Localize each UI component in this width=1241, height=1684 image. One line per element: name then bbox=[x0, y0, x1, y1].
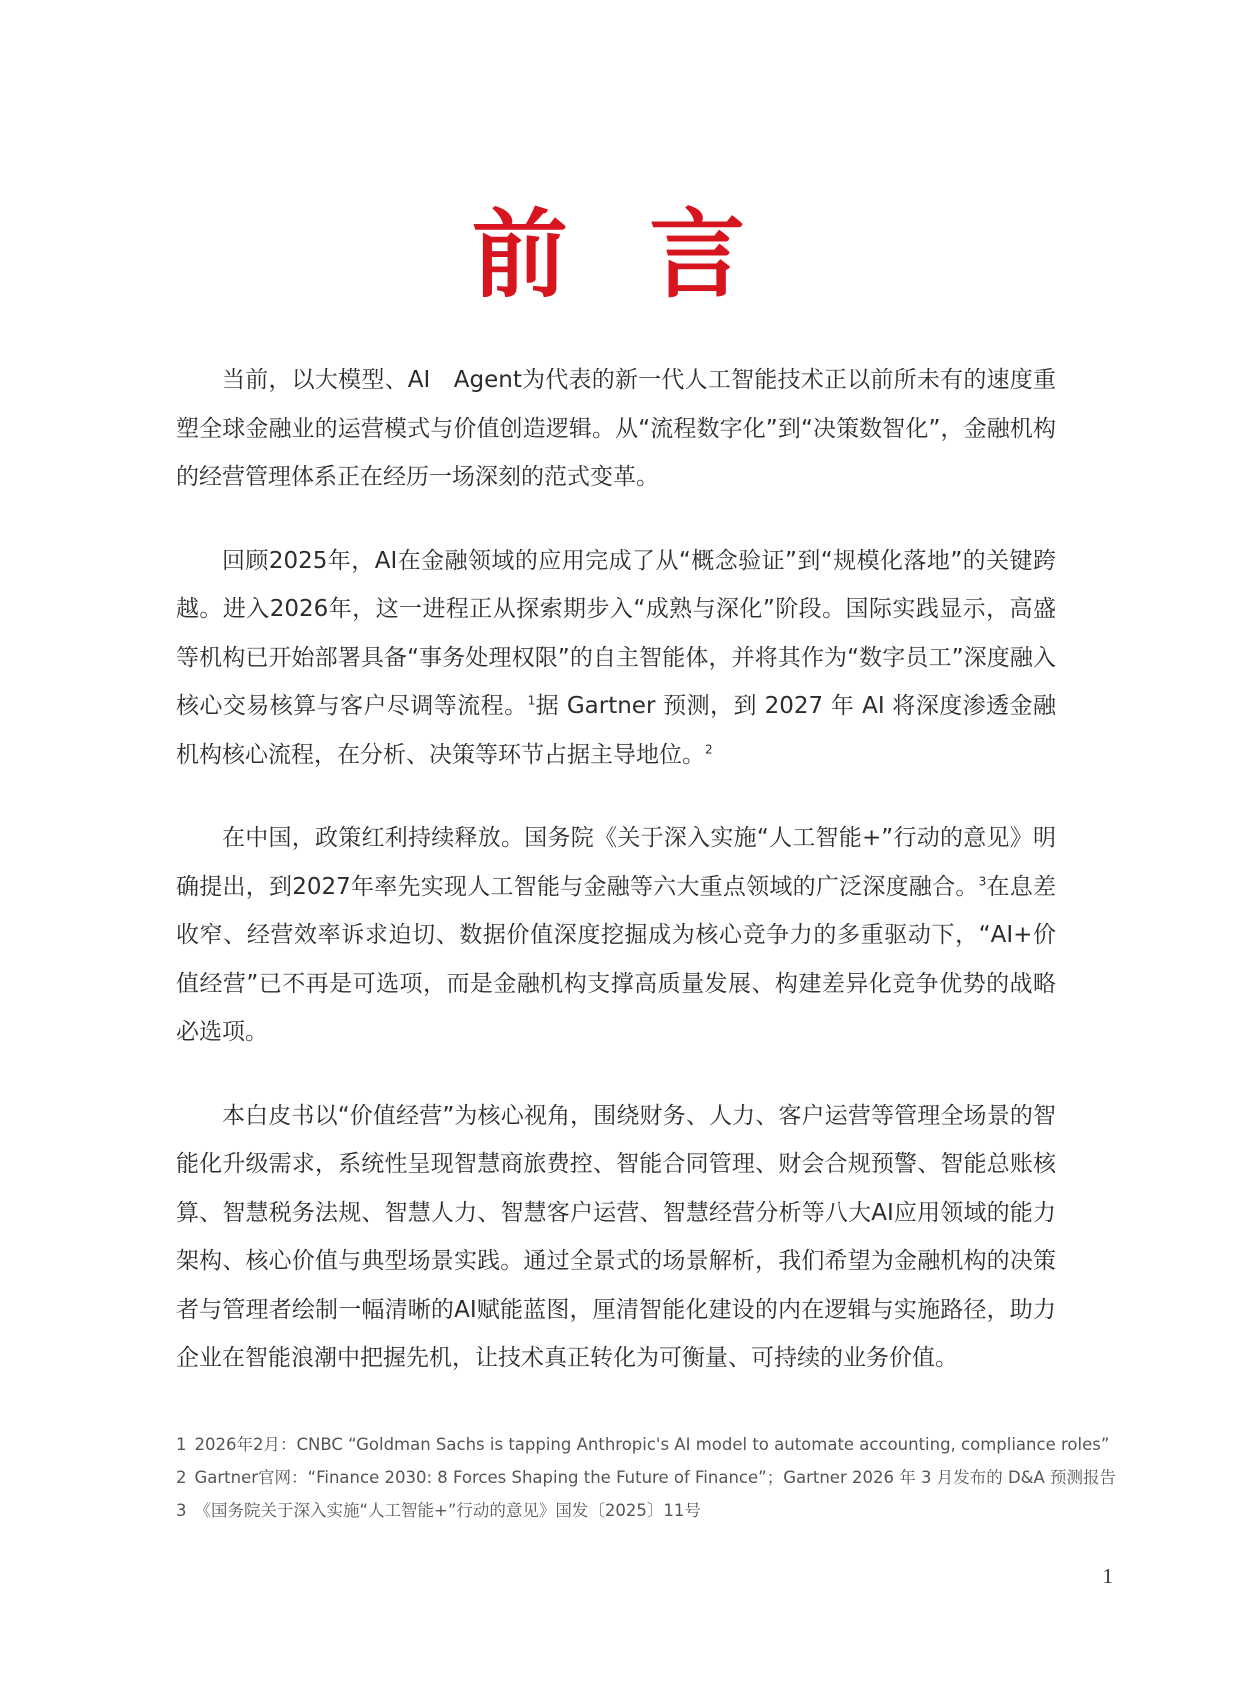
paragraph-3-text: 在中国，政策红利持续释放。国务院《关于深入实施“人工智能+”行动的意见》明确提出，到2027年率先实现人工智能与金融等六大重点领域的广泛深度融合。 bbox=[176, 825, 1056, 900]
footnote-3 bbox=[176, 1494, 1076, 1527]
footnote-number: 1 bbox=[176, 1435, 187, 1454]
footnote-ref-3: 3 bbox=[978, 873, 987, 888]
paragraph-1 bbox=[176, 356, 1056, 502]
footnote-2 bbox=[176, 1461, 1117, 1494]
footnote-number: 3 bbox=[176, 1501, 187, 1520]
footnote-text: 《国务院关于深入实施“人工智能+”行动的意见》国发〔2025〕11号 bbox=[194, 1501, 701, 1520]
footnote-number: 2 bbox=[176, 1468, 187, 1487]
footnote-ref-1: 1 bbox=[527, 693, 536, 708]
body-text bbox=[176, 356, 1056, 1418]
paragraph-2 bbox=[176, 537, 1056, 780]
footnote-text: 2026年2月：CNBC “Goldman Sachs is tapping Anthropic's AI model to automate accounting, compliance roles” bbox=[194, 1435, 1110, 1454]
footnotes bbox=[176, 1428, 1117, 1527]
paragraph-2-text: 回顾2025年，AI在金融领域的应用完成了从“概念验证”到“规模化落地”的关键跨越。进入2026年，这一进程正从探索期步入“成熟与深化”阶段。国际实践显示，高盛等机构已开始部署具备“事务处理权限”的自主智能体，并将其作为“数字员工”深度融入核心交易核算与客户尽调等流程。 bbox=[176, 547, 1056, 719]
footnote-1 bbox=[176, 1428, 1110, 1461]
paragraph-4 bbox=[176, 1092, 1056, 1383]
paragraph-2-text-cont: 据 Gartner 预测，到 2027 年 AI 将深度渗透金融机构核心流程，在分析、决策等环节占据主导地位。 bbox=[176, 693, 1056, 768]
page-number: 1 bbox=[1102, 1564, 1113, 1588]
paragraph-1-text: 当前，以大模型、AI Agent为代表的新一代人工智能技术正以前所未有的速度重塑全球金融业的运营模式与价值创造逻辑。从“流程数字化”到“决策数智化”，金融机构的经营管理体系正在经历一场深刻的范式变革。 bbox=[176, 367, 1056, 490]
footnote-text: Gartner官网：“Finance 2030: 8 Forces Shaping the Future of Finance”；Gartner 2026 年 3 月发布的 D&A 预测报告 bbox=[194, 1468, 1117, 1487]
paragraph-3 bbox=[176, 814, 1056, 1057]
paragraph-3-text-cont: 在息差收窄、经营效率诉求迫切、数据价值深度挖掘成为核心竞争力的多重驱动下，“AI+价值经营”已不再是可选项，而是金融机构支撑高质量发展、构建差异化竞争优势的战略必选项。 bbox=[176, 873, 1057, 1045]
footnote-ref-2: 2 bbox=[705, 741, 713, 756]
paragraph-4-text: 本白皮书以“价值经营”为核心视角，围绕财务、人力、客户运营等管理全场景的智能化升级需求，系统性呈现智慧商旅费控、智能合同管理、财会合规预警、智能总账核算、智慧税务法规、智慧人力、智慧客户运营、智慧经营分析等八大AI应用领域的能力架构、核心价值与典型场景实践。通过全景式的场景解析，我们希望为金融机构的决策者与管理者绘制一幅清晰的AI赋能蓝图，厘清智能化建设的内在逻辑与实施路径，助力企业在智能浪潮中把握先机，让技术真正转化为可衡量、可持续的业务价值。 bbox=[176, 1102, 1056, 1371]
page-title: 前 言 bbox=[471, 198, 770, 311]
